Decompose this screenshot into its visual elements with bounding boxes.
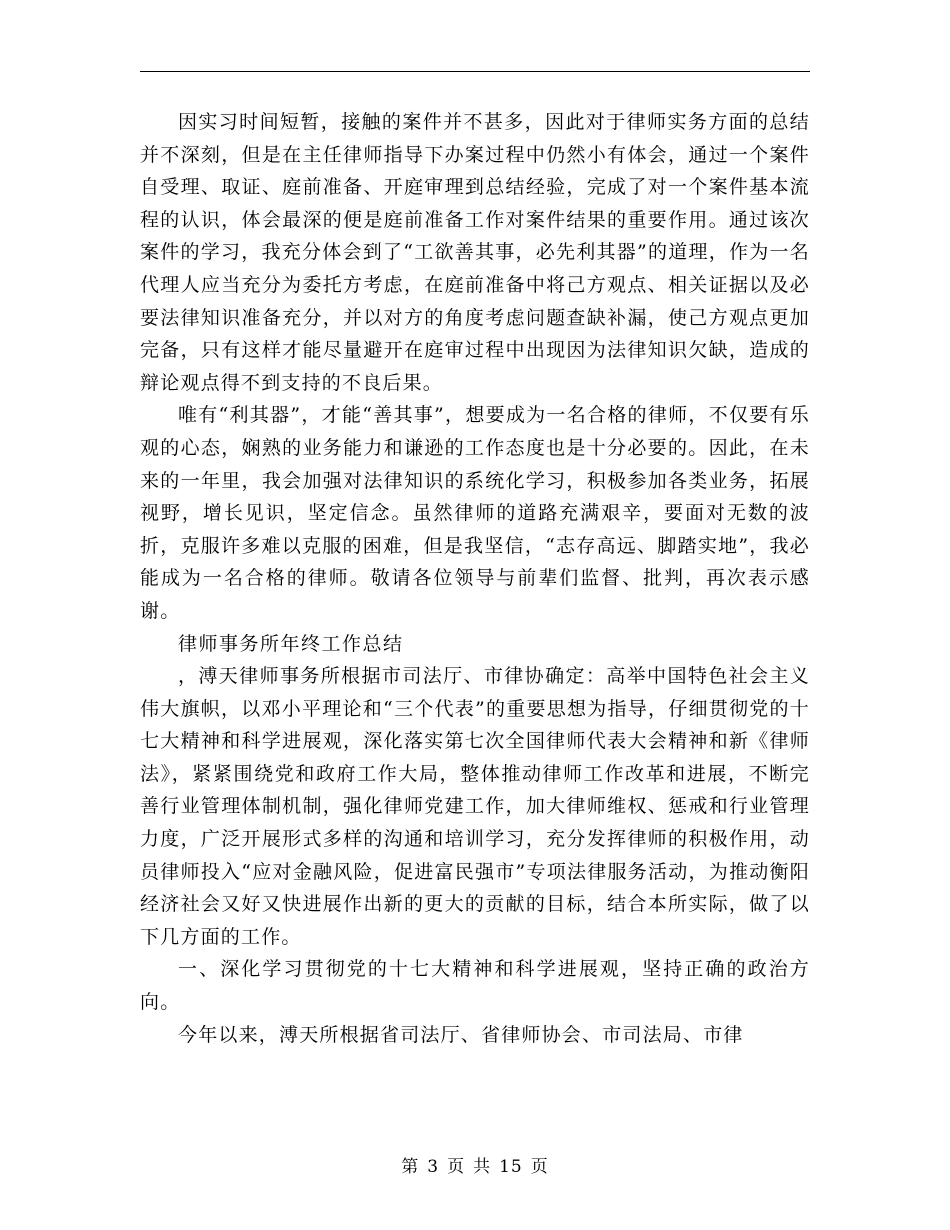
footer-suffix: 页 — [530, 1157, 549, 1177]
footer-total-pages: 15 — [499, 1157, 523, 1177]
page-footer — [0, 1152, 950, 1177]
footer-total-word: 共 — [473, 1157, 492, 1177]
footer-current-page: 3 — [427, 1157, 440, 1177]
header-rule — [140, 71, 810, 72]
paragraph-internship-summary: 因实习时间短暂，接触的案件并不甚多，因此对于律师实务方面的总结并不深刻，但是在主任律师指导下办案过程中仍然小有体会，通过一个案件自受理、取证、庭前准备、开庭审理到总结经验，完成了对一个案件基本流程的认识，体会最深的便是庭前准备工作对案件结果的重要作用。通过该次案件的学习，我充分体会到了“工欲善其事，必先利其器”的道理，作为一名代理人应当充分为委托方考虑，在庭前准备中将己方观点、相关证据以及必要法律知识准备充分，并以对方的角度考虑问题查缺补漏，使己方观点更加完备，只有这样才能尽量避开在庭审过程中出现因为法律知识欠缺，造成的辩论观点得不到支持的不良后果。 — [140, 111, 810, 394]
paragraph-this-year: 今年以来，溥天所根据省司法厅、省律师协会、市司法局、市律 — [178, 1023, 744, 1046]
document-body — [140, 106, 810, 1051]
footer-page-word: 页 — [447, 1157, 466, 1177]
footer-prefix: 第 — [401, 1157, 420, 1177]
paragraph-firm-overview: ，溥天律师事务所根据市司法厅、市律协确定：高举中国特色社会主义伟大旗帜，以邓小平理论和“三个代表”的重要思想为指导，仔细贯彻党的十七大精神和科学进展观，深化落实第七次全国律师代表大会精神和新《律师法》，紧紧围绕党和政府工作大局，整体推动律师工作改革和进展，不断完善行业管理体制机制，强化律师党建工作，加大律师维权、惩戒和行业管理力度，广泛开展形式多样的沟通和培训学习，充分发挥律师的积极作用，动员律师投入“应对金融风险，促进富民强市”专项法律服务活动，为推动衡阳经济社会又好又快进展作出新的更大的贡献的目标，结合本所实际，做了以下几方面的工作。 — [140, 665, 810, 948]
section-title: 律师事务所年终工作总结 — [178, 632, 404, 655]
paragraph-future-plan: 唯有“利其器”，才能“善其事”，想要成为一名合格的律师，不仅要有乐观的心态，娴熟的业务能力和谦逊的工作态度也是十分必要的。因此，在未来的一年里，我会加强对法律知识的系统化学习，积极参加各类业务，拓展视野，增长见识，坚定信念。虽然律师的道路充满艰辛，要面对无数的波折，克服许多难以克服的困难，但是我坚信，“志存高远、脚踏实地”，我必能成为一名合格的律师。敬请各位领导与前辈们监督、批判，再次表示感谢。 — [140, 404, 810, 622]
section-heading-one: 一、深化学习贯彻党的十七大精神和科学进展观，坚持正确的政治方向。 — [140, 958, 810, 1014]
